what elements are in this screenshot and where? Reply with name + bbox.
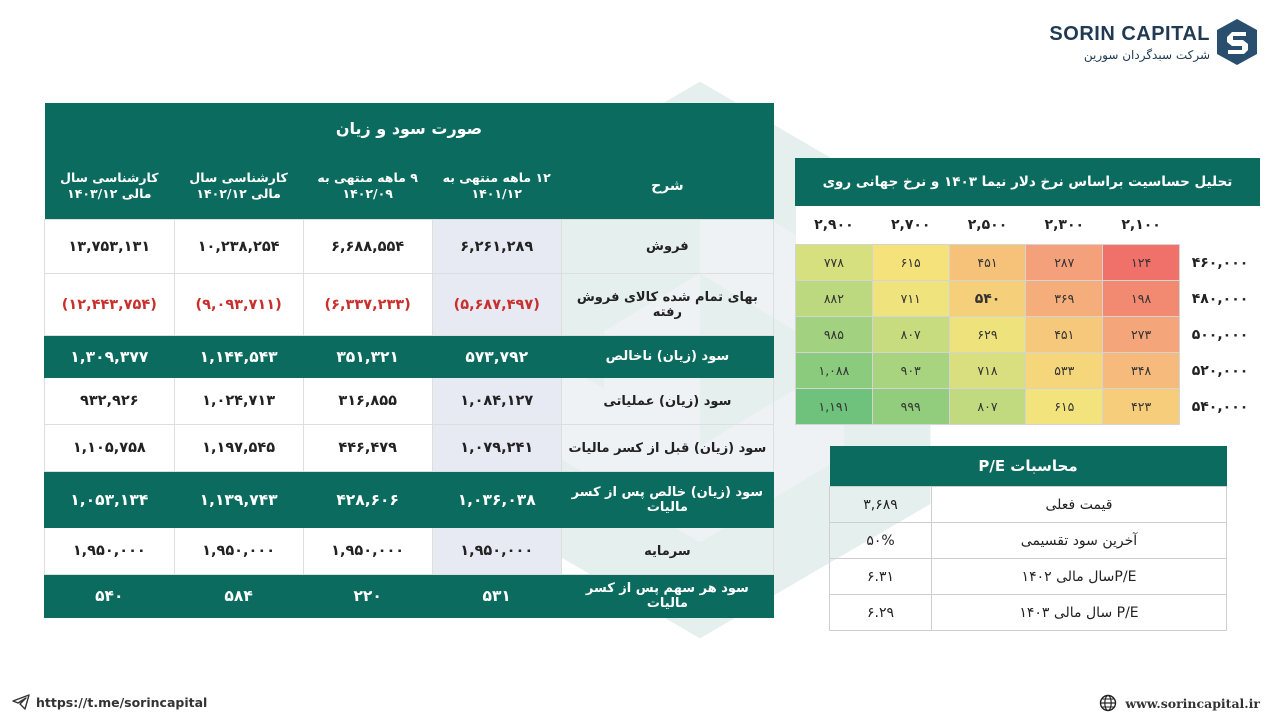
sensitivity-col-header: ۲,۵۰۰ <box>949 206 1026 245</box>
sensitivity-row <box>796 389 1261 425</box>
sensitivity-row-header: ۴۶۰,۰۰۰ <box>1180 245 1261 281</box>
row-value: ۱,۱۹۷,۵۴۵ <box>174 425 303 472</box>
brand-subtitle: شرکت سبدگردان سورین <box>1083 47 1210 62</box>
col-header-1402-09: ۹ ماهه منتهی به ۱۴۰۲/۰۹ <box>303 153 432 220</box>
sensitivity-cell: ۶۱۵ <box>1026 389 1103 425</box>
sensitivity-row <box>796 245 1261 281</box>
sensitivity-col-header: ۲,۱۰۰ <box>1103 206 1180 245</box>
website-url[interactable]: www.sorincapital.ir <box>1125 695 1260 711</box>
sensitivity-cell: ۱,۰۸۸ <box>796 353 873 389</box>
table-row <box>830 487 1227 523</box>
sensitivity-cell: ۷۱۸ <box>949 353 1026 389</box>
sensitivity-cell: ۱,۱۹۱ <box>796 389 873 425</box>
row-value: ۴۴۶,۴۷۹ <box>303 425 432 472</box>
row-value: ۹۳۲,۹۲۶ <box>45 378 175 425</box>
row-label: فروش <box>561 220 773 274</box>
sensitivity-cell: ۱۲۴ <box>1103 245 1180 281</box>
row-value: ۱,۱۴۴,۵۴۳ <box>174 336 303 378</box>
row-value: ۱,۱۰۵,۷۵۸ <box>45 425 175 472</box>
pe-label: آخرین سود تقسیمی <box>931 523 1226 559</box>
globe-icon <box>1099 694 1117 712</box>
website-link[interactable] <box>1099 694 1260 712</box>
sorin-logo-icon <box>1216 18 1258 66</box>
table-row <box>45 336 774 378</box>
sensitivity-row-header: ۴۸۰,۰۰۰ <box>1180 281 1261 317</box>
sensitivity-cell: ۲۷۳ <box>1103 317 1180 353</box>
pe-value: ۳,۶۸۹ <box>830 487 932 523</box>
brand-logo <box>1049 18 1258 66</box>
sensitivity-title: تحلیل حساسیت براساس نرخ دلار نیما ۱۴۰۳ و نرخ جهانی روی <box>795 158 1260 206</box>
pe-label: P/Eسال مالی ۱۴۰۲ <box>931 559 1226 595</box>
row-value: ۵۴۰ <box>45 575 175 618</box>
sensitivity-cell: ۶۱۵ <box>872 245 949 281</box>
row-value: ۱۳,۷۵۳,۱۳۱ <box>45 220 175 274</box>
sensitivity-cell: ۳۴۸ <box>1103 353 1180 389</box>
row-value: ۶,۲۶۱,۲۸۹ <box>432 220 561 274</box>
row-value: (۱۲,۴۴۳,۷۵۴) <box>45 274 175 336</box>
row-value: ۱,۰۲۴,۷۱۳ <box>174 378 303 425</box>
table-row <box>45 220 774 274</box>
table-row <box>45 378 774 425</box>
row-value: ۱۰,۲۳۸,۲۵۴ <box>174 220 303 274</box>
sensitivity-row <box>796 281 1261 317</box>
sensitivity-row-header: ۵۲۰,۰۰۰ <box>1180 353 1261 389</box>
row-value: (۶,۳۳۷,۲۳۳) <box>303 274 432 336</box>
col-header-1402-12: کارشناسی سال مالی ۱۴۰۲/۱۲ <box>174 153 303 220</box>
sensitivity-table <box>795 206 1260 425</box>
sensitivity-row <box>796 317 1261 353</box>
table-row <box>830 523 1227 559</box>
telegram-icon <box>12 694 30 710</box>
row-label: سود (زیان) ناخالص <box>561 336 773 378</box>
sensitivity-cell: ۹۰۳ <box>872 353 949 389</box>
pe-value: ۶.۳۱ <box>830 559 932 595</box>
sensitivity-cell: ۸۰۷ <box>872 317 949 353</box>
row-value: ۶,۶۸۸,۵۵۴ <box>303 220 432 274</box>
row-value: ۳۵۱,۳۲۱ <box>303 336 432 378</box>
row-label: بهای تمام شده کالای فروش رفته <box>561 274 773 336</box>
table-row <box>45 425 774 472</box>
row-value: ۵۷۳,۷۹۲ <box>432 336 561 378</box>
row-value: (۹,۰۹۳,۷۱۱) <box>174 274 303 336</box>
sensitivity-cell: ۵۳۳ <box>1026 353 1103 389</box>
row-label: سود (زیان) عملیاتی <box>561 378 773 425</box>
row-label: سود (زیان) قبل از کسر مالیات <box>561 425 773 472</box>
pe-value: ۵۰% <box>830 523 932 559</box>
telegram-url[interactable]: https://t.me/sorincapital <box>36 694 208 710</box>
sensitivity-corner <box>1180 206 1261 245</box>
income-statement-table <box>44 103 774 618</box>
table-row <box>45 472 774 528</box>
row-value: ۱,۰۸۴,۱۲۷ <box>432 378 561 425</box>
row-value: ۱,۰۳۶,۰۳۸ <box>432 472 561 528</box>
brand-name: SORIN CAPITAL <box>1049 22 1210 45</box>
telegram-link[interactable] <box>12 694 207 710</box>
sensitivity-cell: ۲۸۷ <box>1026 245 1103 281</box>
sensitivity-row-header: ۵۴۰,۰۰۰ <box>1180 389 1261 425</box>
row-value: ۵۸۴ <box>174 575 303 618</box>
row-label: سرمایه <box>561 528 773 575</box>
row-value: ۴۲۸,۶۰۶ <box>303 472 432 528</box>
sensitivity-cell: ۸۰۷ <box>949 389 1026 425</box>
pe-label: P/E سال مالی ۱۴۰۳ <box>931 595 1226 631</box>
row-value: (۵,۶۸۷,۴۹۷) <box>432 274 561 336</box>
sensitivity-cell: ۴۵۱ <box>1026 317 1103 353</box>
pe-label: قیمت فعلی <box>931 487 1226 523</box>
sensitivity-row-header: ۵۰۰,۰۰۰ <box>1180 317 1261 353</box>
pe-value: ۶.۲۹ <box>830 595 932 631</box>
sensitivity-cell: ۴۲۳ <box>1103 389 1180 425</box>
sensitivity-col-header: ۲,۹۰۰ <box>796 206 873 245</box>
sensitivity-cell: ۶۲۹ <box>949 317 1026 353</box>
row-value: ۱,۰۵۳,۱۳۴ <box>45 472 175 528</box>
row-value: ۱,۹۵۰,۰۰۰ <box>174 528 303 575</box>
pe-table <box>829 446 1227 631</box>
sensitivity-cell-base: ۵۴۰ <box>949 281 1026 317</box>
row-value: ۱,۹۵۰,۰۰۰ <box>432 528 561 575</box>
sensitivity-row <box>796 353 1261 389</box>
row-label: سود هر سهم پس از کسر مالیات <box>561 575 773 618</box>
row-label: سود (زیان) خالص پس از کسر مالیات <box>561 472 773 528</box>
row-value: ۱,۳۰۹,۳۷۷ <box>45 336 175 378</box>
sensitivity-cell: ۴۵۱ <box>949 245 1026 281</box>
col-header-1403-12: کارشناسی سال مالی ۱۴۰۳/۱۲ <box>45 153 175 220</box>
sensitivity-col-header: ۲,۷۰۰ <box>872 206 949 245</box>
row-value: ۱,۱۳۹,۷۴۳ <box>174 472 303 528</box>
col-header-desc: شرح <box>561 153 773 220</box>
income-statement-title: صورت سود و زیان <box>45 103 774 153</box>
sensitivity-cell: ۸۸۲ <box>796 281 873 317</box>
table-row <box>830 595 1227 631</box>
row-value: ۵۳۱ <box>432 575 561 618</box>
sensitivity-cell: ۹۸۵ <box>796 317 873 353</box>
pe-title: محاسبات P/E <box>830 446 1227 487</box>
sensitivity-cell: ۷۷۸ <box>796 245 873 281</box>
row-value: ۱,۰۷۹,۲۴۱ <box>432 425 561 472</box>
row-value: ۱,۹۵۰,۰۰۰ <box>45 528 175 575</box>
sensitivity-cell: ۹۹۹ <box>872 389 949 425</box>
row-value: ۳۱۶,۸۵۵ <box>303 378 432 425</box>
row-value: ۲۲۰ <box>303 575 432 618</box>
col-header-1401: ۱۲ ماهه منتهی به ۱۴۰۱/۱۲ <box>432 153 561 220</box>
sensitivity-col-header: ۲,۳۰۰ <box>1026 206 1103 245</box>
sensitivity-cell: ۳۶۹ <box>1026 281 1103 317</box>
table-row <box>45 575 774 618</box>
sensitivity-cell: ۱۹۸ <box>1103 281 1180 317</box>
sensitivity-cell: ۷۱۱ <box>872 281 949 317</box>
table-row <box>830 559 1227 595</box>
row-value: ۱,۹۵۰,۰۰۰ <box>303 528 432 575</box>
table-row <box>45 274 774 336</box>
table-row <box>45 528 774 575</box>
